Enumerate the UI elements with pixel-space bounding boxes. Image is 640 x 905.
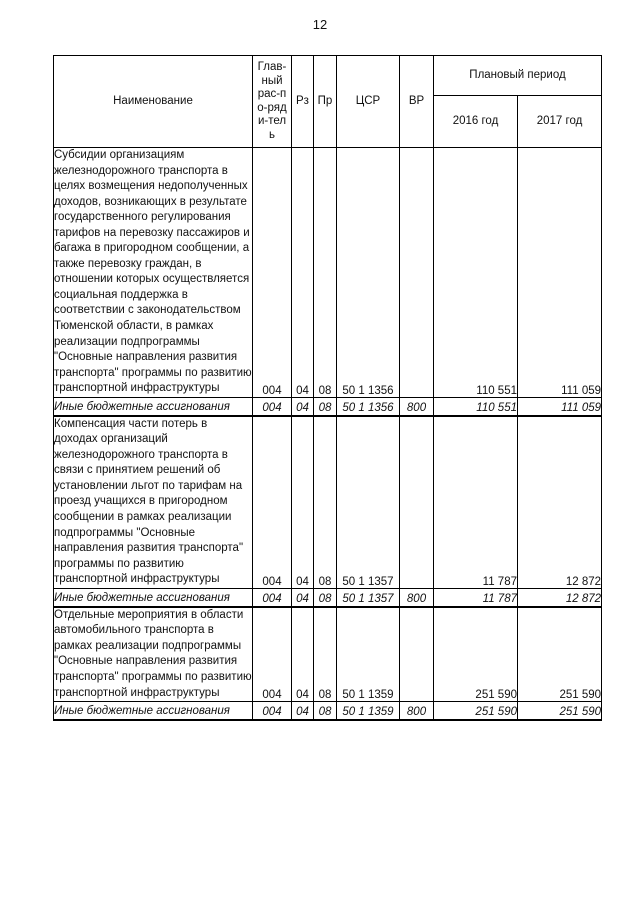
row-csr: 50 1 1359 — [337, 702, 400, 721]
row-2016: 251 590 — [434, 702, 518, 721]
row-csr: 50 1 1356 — [337, 148, 400, 398]
row-2017: 12 872 — [518, 416, 602, 589]
row-2017: 111 059 — [518, 148, 602, 398]
row-pr: 08 — [314, 148, 337, 398]
row-vr — [400, 607, 434, 702]
row-csr: 50 1 1357 — [337, 588, 400, 607]
row-vr: 800 — [400, 588, 434, 607]
row-vr — [400, 148, 434, 398]
row-2016: 110 551 — [434, 397, 518, 416]
row-name: Иные бюджетные ассигнования — [54, 397, 253, 416]
header-admin-label: Глав-ный рас-по-ряди-тель — [257, 61, 287, 141]
row-vr — [400, 416, 434, 589]
row-pr: 08 — [314, 607, 337, 702]
row-admin: 004 — [253, 702, 292, 721]
row-name: Компенсация части потерь в доходах организаций железнодорожного транспорта в связи с принятием решений об установлении льгот по тарифам на проезд учащихся в пригородном сообщении в рамках реализации подпрограммы "Основные направления развития транспорта" программы по развитию транспортной инфраструктуры — [54, 416, 253, 589]
row-name: Субсидии организациям железнодорожного транспорта в целях возмещения недополученных доходов, возникающих в результате государственного регулирования тарифов на перевозку пассажиров и багажа в пригородном сообщении, а также перевозку граждан, в отношении которых осуществляется социальная поддержка в соответствии с законодательством Тюменской области, в рамках реализации подпрограммы "Основные направления развития транспорта" программы по развитию транспортной инфраструктуры — [54, 148, 253, 398]
table-row — [54, 607, 602, 702]
row-2017: 251 590 — [518, 702, 602, 721]
row-2016: 251 590 — [434, 607, 518, 702]
header-admin — [253, 56, 292, 148]
row-admin: 004 — [253, 397, 292, 416]
row-admin: 004 — [253, 416, 292, 589]
row-admin: 004 — [253, 588, 292, 607]
row-pr: 08 — [314, 588, 337, 607]
row-pr: 08 — [314, 397, 337, 416]
table-row-subtotal — [54, 588, 602, 607]
row-rz: 04 — [292, 588, 314, 607]
row-csr: 50 1 1357 — [337, 416, 400, 589]
header-csr: ЦСР — [337, 56, 400, 148]
row-name: Иные бюджетные ассигнования — [54, 702, 253, 721]
row-2016: 11 787 — [434, 588, 518, 607]
row-2016: 11 787 — [434, 416, 518, 589]
table-row-subtotal — [54, 397, 602, 416]
row-admin: 004 — [253, 148, 292, 398]
header-vr: ВР — [400, 56, 434, 148]
row-2017: 251 590 — [518, 607, 602, 702]
header-2016: 2016 год — [434, 96, 518, 148]
row-name: Отдельные мероприятия в области автомобильного транспорта в рамках реализации подпрограммы "Основные направления развития транспорта" программы по развитию транспортной инфраструктуры — [54, 607, 253, 702]
header-name: Наименование — [54, 56, 253, 148]
row-2016: 110 551 — [434, 148, 518, 398]
row-csr: 50 1 1359 — [337, 607, 400, 702]
header-period: Плановый период — [434, 56, 602, 96]
row-pr: 08 — [314, 416, 337, 589]
row-rz: 04 — [292, 702, 314, 721]
row-rz: 04 — [292, 416, 314, 589]
row-pr: 08 — [314, 702, 337, 721]
page-number: 12 — [312, 17, 328, 32]
row-2017: 111 059 — [518, 397, 602, 416]
row-2017: 12 872 — [518, 588, 602, 607]
row-rz: 04 — [292, 607, 314, 702]
row-rz: 04 — [292, 397, 314, 416]
row-vr: 800 — [400, 397, 434, 416]
budget-table — [53, 55, 602, 721]
row-csr: 50 1 1356 — [337, 397, 400, 416]
row-rz: 04 — [292, 148, 314, 398]
table-row — [54, 148, 602, 398]
row-admin: 004 — [253, 607, 292, 702]
header-pr: Пр — [314, 56, 337, 148]
table-row-subtotal — [54, 702, 602, 721]
row-name: Иные бюджетные ассигнования — [54, 588, 253, 607]
table-row — [54, 416, 602, 589]
header-2017: 2017 год — [518, 96, 602, 148]
header-rz: Рз — [292, 56, 314, 148]
row-vr: 800 — [400, 702, 434, 721]
